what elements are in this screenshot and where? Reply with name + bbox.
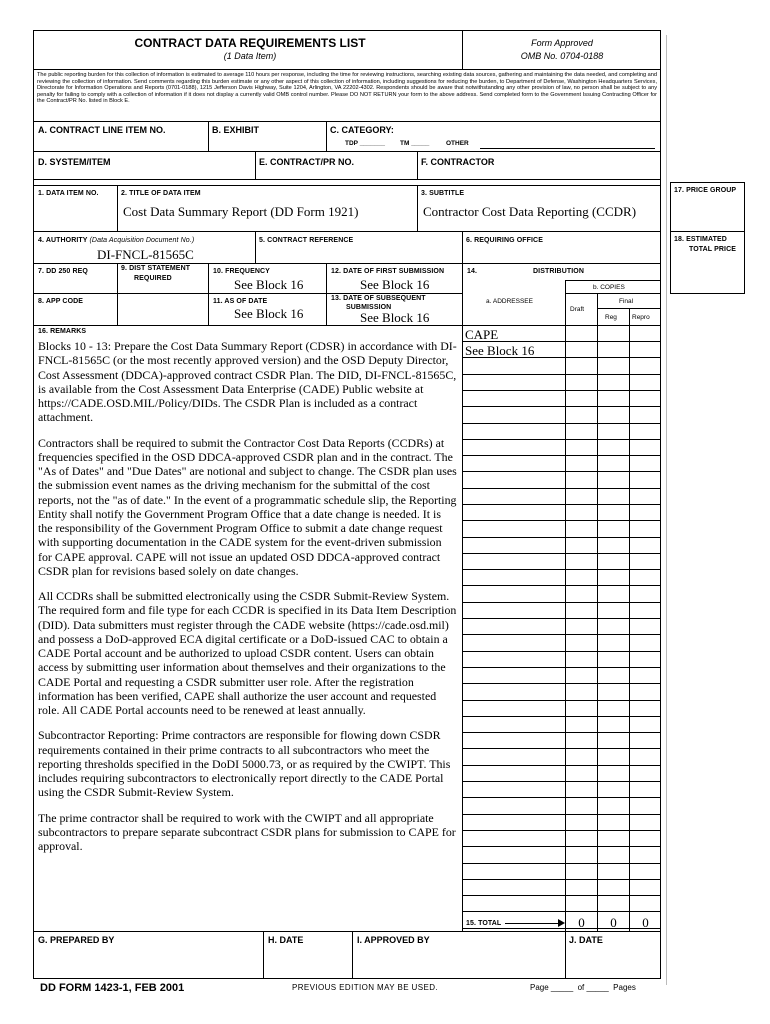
form-subtitle: (1 Data Item) [223, 51, 277, 61]
block-11-label: 11. AS OF DATE [213, 298, 268, 305]
distribution-row-line [462, 537, 661, 538]
distribution-row-line [462, 667, 661, 668]
first-submission-value[interactable]: See Block 16 [360, 277, 430, 292]
subsequent-submission-value[interactable]: See Block 16 [360, 310, 430, 325]
block-5-label: 5. CONTRACT REFERENCE [259, 237, 354, 244]
frequency-value[interactable]: See Block 16 [234, 277, 304, 292]
form-approved: Form Approved [531, 38, 593, 48]
total-repro: 0 [642, 915, 649, 930]
distribution-row-line [462, 683, 661, 684]
block-4-label: 4. AUTHORITY (Data Acquisition Document No.) [38, 237, 195, 244]
remarks-paragraph: Subcontractor Reporting: Prime contractors are responsible for flowing down CSDR requirements contained in their prime contracts to all subcontractors who meet the reporting thresholds specified in the DoDI 5000.73, or as required by the CWIPT. This includes requiring subcontractors to electronically report directly to the CADE Portal using the CSDR Submit-Review System. [38, 728, 451, 800]
data-item-subtitle[interactable]: Contractor Cost Data Reporting (CCDR) [423, 204, 637, 219]
distribution-label: DISTRIBUTION [533, 268, 584, 275]
block-18-label-b: TOTAL PRICE [689, 246, 736, 253]
block-e-label: E. CONTRACT/PR NO. [259, 157, 355, 167]
distribution-row-line [462, 471, 661, 472]
total-arrow-head-icon [558, 919, 565, 927]
page-count: Page _____ of _____ Pages [530, 983, 636, 992]
block-2-label: 2. TITLE OF DATA ITEM [121, 190, 201, 197]
form-title: CONTRACT DATA REQUIREMENTS LIST [134, 36, 366, 50]
block-18-label-a: 18. ESTIMATED [674, 236, 727, 243]
block-9-label-a: 9. DIST STATEMENT [121, 265, 191, 272]
block-f-label: F. CONTRACTOR [421, 157, 495, 167]
repro-label: Repro [632, 314, 650, 321]
block-1-label: 1. DATA ITEM NO. [38, 190, 99, 197]
distribution-row-line [462, 895, 661, 896]
distribution-row-line [462, 602, 661, 603]
block-14-label: 14. [467, 268, 478, 275]
distribution-row-line [462, 569, 661, 570]
remarks-paragraph: Contractors shall be required to submit the Contractor Cost Data Reports (CCDRs) at frequencies specified in the OSD DDCA-approved CSDR plan and in the contract. The "As of Dates" and "Due Dates" are notional and subject to change. The CSDR plan uses the submission event names as the driving mechanism for the submittal of the cost reports, not the "as of date." In the event of a programmatic schedule slip, the Reporting Entity shall notify the Government Program Office that a date change is needed. It is the responsibility of the Government Program Office to submit a date change request with supporting documentation in the CADE system for the event-driven submission for CAPE approval. CAPE will not issue an updated OSD DDCA-approved contract CSDR plan for revisions based solely on date changes. [38, 435, 457, 578]
block-13-label-a: 13. DATE OF SUBSEQUENT [331, 295, 426, 302]
distribution-row-line [462, 651, 661, 652]
distribution-row-line [462, 748, 661, 749]
block-7-label: 7. DD 250 REQ [38, 268, 88, 275]
distribution-row-line [462, 716, 661, 717]
total-reg: 0 [610, 915, 617, 930]
distribution-row-line [462, 846, 661, 847]
block-i-label: I. APPROVED BY [357, 935, 430, 945]
draft-label: Draft [570, 306, 585, 313]
authority-value[interactable]: DI-FNCL-81565C [97, 247, 194, 262]
distribution-row-line [462, 879, 661, 880]
category-tdp[interactable]: TDP _______ [345, 140, 385, 147]
block-9-label-b: REQUIRED [134, 275, 172, 282]
reg-label: Reg [605, 314, 617, 321]
distribution-row-line [462, 634, 661, 635]
distribution-row-line [462, 797, 661, 798]
remarks-text [38, 339, 458, 864]
block-c-label: C. CATEGORY: [330, 125, 394, 135]
distribution-row-line [462, 390, 661, 391]
distribution-row-line [462, 618, 661, 619]
category-other[interactable]: OTHER [446, 140, 469, 147]
distribution-row-line [462, 911, 661, 912]
distribution-row-line [462, 455, 661, 456]
block-8-label: 8. APP CODE [38, 298, 84, 305]
final-label: Final [619, 298, 634, 305]
as-of-date-value[interactable]: See Block 16 [234, 306, 304, 321]
data-item-title[interactable]: Cost Data Summary Report (DD Form 1921) [123, 204, 359, 219]
previous-edition-note: PREVIOUS EDITION MAY BE USED. [292, 983, 438, 992]
block-16-label: 16. REMARKS [38, 328, 87, 335]
remarks-paragraph: All CCDRs shall be submitted electronically using the CSDR Submit-Review System. The required form and file type for each CCDR is specified in its Data Item Description (DID). Data submitters must register through the CADE website (https://cade.osd.mil) and possess a DoD-approved ECA digital certificate or a DoD-issued CAC to obtain a CADE Portal account and be authorized to upload CSDR content. Users can obtain access by submitting user information about themselves and their organizations to the CADE Portal and requesting a CSDR submitter user role. After the registration information has been verified, CAPE shall authorize the user account and requested role. All CADE Portal accounts need to be renewed at least annually. [38, 589, 457, 717]
remarks-paragraph: Blocks 10 - 13: Prepare the Cost Data Summary Report (CDSR) in accordance with DI-FNCL-81565C (or the most recently approved version) and the OSD Deputy Director, Cost Assessment (DDCA)-approved contract CSDR Plan. The DID, DI-FNCL-81565C, is available from the Cost Assessment Data Enterprise (CADE) Public website at https://CADE.OSD.MIL/Policy/DIDs. The CSDR Plan is included as a contract attachment. [38, 339, 457, 425]
distribution-row-line [462, 439, 661, 440]
addressee-label: a. ADDRESSEE [486, 298, 533, 305]
total-arrow-icon [505, 923, 560, 924]
block-g-label: G. PREPARED BY [38, 935, 115, 945]
distribution-row-line [462, 423, 661, 424]
distribution-row-line [462, 814, 661, 815]
distribution-row-line [462, 830, 661, 831]
category-tm[interactable]: TM _____ [400, 140, 430, 147]
total-draft: 0 [578, 915, 585, 930]
block-d-label: D. SYSTEM/ITEM [38, 157, 111, 167]
distribution-addressee-1[interactable]: CAPE [465, 327, 499, 342]
distribution-row-line [462, 504, 661, 505]
distribution-row-line [462, 406, 661, 407]
block-3-label: 3. SUBTITLE [421, 190, 465, 197]
distribution-row-line [462, 553, 661, 554]
block-6-label: 6. REQUIRING OFFICE [466, 237, 543, 244]
block-j-label: J. DATE [569, 935, 603, 945]
distribution-row-line [462, 765, 661, 766]
block-15-label: 15. TOTAL [466, 920, 502, 927]
burden-notice: The public reporting burden for this collection of information is estimated to average 110 hours per response, including the time for reviewing instructions, searching existing data sources, gathering and maintaining the data needed, and completing and reviewing the collection of information. Send comments regarding this burden estimate or any other aspect of this collection of information, including suggestions for reducing the burden, to Department of Defense, Washington Headquarters Services, Directorate for Information Operations and Reports (0701-0188), 1215 Jefferson Davis Highway, Suite 1204, Arlington, VA 22202-4302. Respondents should be aware that notwithstanding any other provision of law, no person shall be subject to any penalty for failing to comply with a collection of information if it does not display a currently valid OMB control number. Please DO NOT RETURN your form to the above address. Send completed form to the Government Issuing Contracting Officer for the Contract/PR No. listed in Block E. [37, 72, 657, 105]
distribution-addressee-2[interactable]: See Block 16 [465, 343, 535, 358]
distribution-row-line [462, 520, 661, 521]
distribution-row-line [462, 374, 661, 375]
form-number: DD FORM 1423-1, FEB 2001 [40, 982, 185, 994]
block-10-label: 10. FREQUENCY [213, 268, 270, 275]
omb-number: OMB No. 0704-0188 [520, 51, 604, 61]
block-17-label: 17. PRICE GROUP [674, 187, 737, 194]
distribution-row-line [462, 781, 661, 782]
remarks-paragraph: The prime contractor shall be required to work with the CWIPT and all appropriate subcontractors to prepare separate subcontract CSDR plans for submission to CAPE for approval. [38, 810, 456, 853]
block-13-label-b: SUBMISSION [346, 304, 392, 311]
distribution-row-line [462, 585, 661, 586]
distribution-row-line [462, 700, 661, 701]
distribution-row-line [462, 863, 661, 864]
block-a-label: A. CONTRACT LINE ITEM NO. [38, 125, 166, 135]
copies-label: b. COPIES [593, 284, 625, 291]
block-h-label: H. DATE [268, 935, 304, 945]
distribution-row-line [462, 732, 661, 733]
block-12-label: 12. DATE OF FIRST SUBMISSION [331, 268, 445, 275]
block-b-label: B. EXHIBIT [212, 125, 260, 135]
distribution-row-line [462, 488, 661, 489]
